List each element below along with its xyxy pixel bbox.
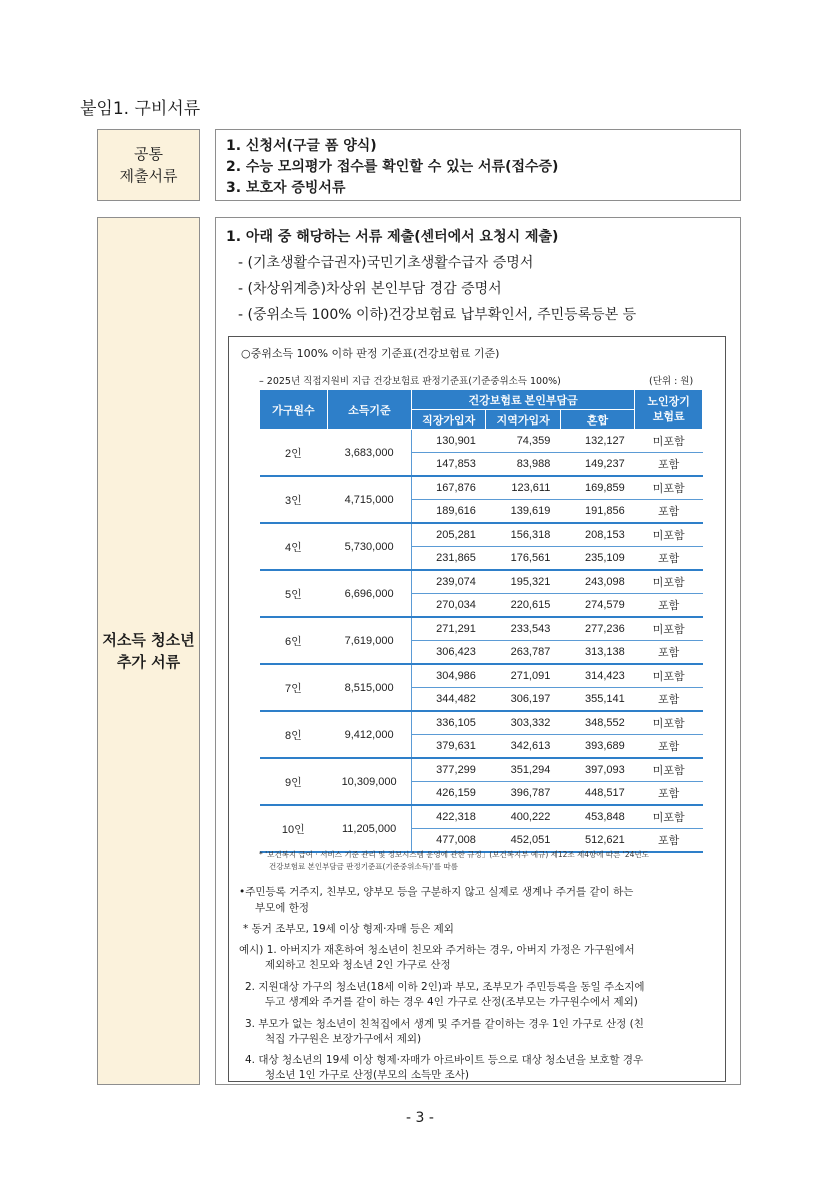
low-income-label-line2: 추가 서류: [116, 653, 181, 671]
employee-premium-cell: 379,631: [412, 735, 486, 759]
mixed-premium-cell: 355,141: [560, 688, 634, 712]
ltc-status-cell: 미포함: [635, 805, 703, 829]
employee-premium-cell: 130,901: [412, 430, 486, 453]
household-size-cell: 9인: [260, 758, 328, 805]
employee-premium-cell: 231,865: [412, 547, 486, 571]
employee-premium-cell: 271,291: [412, 617, 486, 641]
ltc-status-cell: 포함: [635, 594, 703, 618]
employee-premium-cell: 147,853: [412, 453, 486, 477]
example-4-line1: 4. 대상 청소년의 19세 이상 형제·자매가 아르바이트 등으로 대상 청소년을 보호할 경우: [245, 1054, 644, 1066]
low-income-label-line1: 저소득 청소년: [102, 631, 195, 649]
household-size-cell: 2인: [260, 430, 328, 477]
employee-premium-cell: 477,008: [412, 829, 486, 853]
note-household-line2: 부모에 한정: [255, 902, 310, 914]
criteria-heading: ○중위소득 100% 이하 판정 기준표(건강보험료 기준): [241, 347, 500, 360]
example-1-line2: 제외하고 친모와 청소년 2인 가구로 산정: [265, 959, 451, 971]
common-docs-content: [215, 129, 741, 201]
mixed-premium-cell: 169,859: [560, 476, 634, 500]
income-standard-cell: 10,309,000: [327, 758, 411, 805]
employee-premium-cell: 422,318: [412, 805, 486, 829]
ltc-status-cell: 미포함: [635, 711, 703, 735]
table-row: [260, 523, 703, 547]
common-doc-item: 1. 신청서(구글 폼 양식): [226, 138, 377, 154]
low-income-docs-label: [97, 217, 200, 1085]
regional-premium-cell: 123,611: [486, 476, 560, 500]
header-ltc-line2: 보험료: [652, 410, 685, 423]
employee-premium-cell: 167,876: [412, 476, 486, 500]
criteria-unit: (단위 : 원): [649, 376, 694, 387]
mixed-premium-cell: 208,153: [560, 523, 634, 547]
employee-premium-cell: 189,616: [412, 500, 486, 524]
mixed-premium-cell: 453,848: [560, 805, 634, 829]
common-docs-label-line1: 공통: [134, 145, 163, 163]
regional-premium-cell: 74,359: [486, 430, 560, 453]
table-row: [260, 430, 703, 453]
mixed-premium-cell: 243,098: [560, 570, 634, 594]
regional-premium-cell: 400,222: [486, 805, 560, 829]
table-row: [260, 570, 703, 594]
header-insurance: 건강보험료 본인부담금: [412, 390, 635, 410]
table-row: [260, 711, 703, 735]
low-income-doc-bullet: - (차상위계층)차상위 본인부담 경감 증명서: [238, 281, 502, 297]
ltc-status-cell: 미포함: [635, 476, 703, 500]
employee-premium-cell: 304,986: [412, 664, 486, 688]
mixed-premium-cell: 512,621: [560, 829, 634, 853]
page-heading: 붙임1. 구비서류: [80, 99, 201, 119]
mixed-premium-cell: 235,109: [560, 547, 634, 571]
employee-premium-cell: 344,482: [412, 688, 486, 712]
household-size-cell: 3인: [260, 476, 328, 523]
regional-premium-cell: 342,613: [486, 735, 560, 759]
mixed-premium-cell: 277,236: [560, 617, 634, 641]
ltc-status-cell: 포함: [635, 500, 703, 524]
household-size-cell: 7인: [260, 664, 328, 711]
ltc-status-cell: 미포함: [635, 570, 703, 594]
common-docs-label: [97, 129, 200, 201]
example-3-line1: 3. 부모가 없는 청소년이 친척집에서 생계 및 주거를 같이하는 경우 1인 가구로 산정 (친: [245, 1018, 644, 1030]
regional-premium-cell: 83,988: [486, 453, 560, 477]
table-row: [260, 664, 703, 688]
criteria-footnote-line2: 건강보험료 본인부담금 판정기준표(기준중위소득)'를 따름: [269, 862, 458, 871]
example-2-line1: 2. 지원대상 가구의 청소년(18세 이하 2인)과 부모, 조부모가 주민등록을 동일 주소지에: [245, 981, 645, 993]
table-row: [260, 617, 703, 641]
example-2-line2: 두고 생계와 주거를 같이 하는 경우 4인 가구로 산정(조부모는 가구원수에서 제외): [265, 996, 638, 1008]
ltc-status-cell: 미포함: [635, 523, 703, 547]
regional-premium-cell: 220,615: [486, 594, 560, 618]
ltc-status-cell: 포함: [635, 782, 703, 806]
income-standard-cell: 7,619,000: [327, 617, 411, 664]
ltc-status-cell: 포함: [635, 735, 703, 759]
mixed-premium-cell: 314,423: [560, 664, 634, 688]
low-income-docs-title: 1. 아래 중 해당하는 서류 제출(센터에서 요청시 제출): [226, 229, 559, 245]
mixed-premium-cell: 348,552: [560, 711, 634, 735]
regional-premium-cell: 271,091: [486, 664, 560, 688]
regional-premium-cell: 452,051: [486, 829, 560, 853]
header-household: 가구원수: [260, 390, 328, 430]
income-standard-cell: 11,205,000: [327, 805, 411, 852]
mixed-premium-cell: 132,127: [560, 430, 634, 453]
mixed-premium-cell: 397,093: [560, 758, 634, 782]
income-standard-cell: 9,412,000: [327, 711, 411, 758]
employee-premium-cell: 306,423: [412, 641, 486, 665]
household-size-cell: 8인: [260, 711, 328, 758]
employee-premium-cell: 270,034: [412, 594, 486, 618]
table-row: [260, 805, 703, 829]
income-standard-cell: 6,696,000: [327, 570, 411, 617]
mixed-premium-cell: 149,237: [560, 453, 634, 477]
ltc-status-cell: 미포함: [635, 758, 703, 782]
mixed-premium-cell: 313,138: [560, 641, 634, 665]
employee-premium-cell: 239,074: [412, 570, 486, 594]
page-number: - 3 -: [406, 1110, 434, 1126]
table-row: [260, 758, 703, 782]
regional-premium-cell: 263,787: [486, 641, 560, 665]
ltc-status-cell: 포함: [635, 453, 703, 477]
header-ltc-line1: 노인장기: [647, 395, 690, 408]
employee-premium-cell: 205,281: [412, 523, 486, 547]
mixed-premium-cell: 274,579: [560, 594, 634, 618]
ltc-status-cell: 미포함: [635, 430, 703, 453]
header-regional: 지역가입자: [486, 410, 560, 430]
common-doc-item: 3. 보호자 증빙서류: [226, 180, 346, 196]
regional-premium-cell: 306,197: [486, 688, 560, 712]
regional-premium-cell: 176,561: [486, 547, 560, 571]
ltc-status-cell: 포함: [635, 829, 703, 853]
ltc-status-cell: 포함: [635, 688, 703, 712]
note-household-line1: •주민등록 거주지, 친부모, 양부모 등을 구분하지 않고 실제로 생계나 주거를 같이 하는: [239, 886, 634, 898]
note-exclusion: * 동거 조부모, 19세 이상 형제·자매 등은 제외: [243, 923, 454, 935]
header-mixed: 혼합: [560, 410, 634, 430]
table-row: [260, 476, 703, 500]
criteria-table-body: [260, 430, 703, 853]
common-docs-label-line2: 제출서류: [119, 167, 178, 185]
income-standard-cell: 5,730,000: [327, 523, 411, 570]
regional-premium-cell: 303,332: [486, 711, 560, 735]
criteria-caption: – 2025년 직접지원비 지급 건강보험료 판정기준표(기준중위소득 100%): [259, 376, 561, 387]
common-doc-item: 2. 수능 모의평가 접수를 확인할 수 있는 서류(접수증): [226, 159, 559, 175]
household-size-cell: 5인: [260, 570, 328, 617]
ltc-status-cell: 포함: [635, 547, 703, 571]
income-standard-cell: 4,715,000: [327, 476, 411, 523]
household-size-cell: 6인: [260, 617, 328, 664]
household-size-cell: 4인: [260, 523, 328, 570]
ltc-status-cell: 포함: [635, 641, 703, 665]
regional-premium-cell: 139,619: [486, 500, 560, 524]
header-employee: 직장가입자: [412, 410, 486, 430]
example-1-line1: 예시) 1. 아버지가 재혼하여 청소년이 친모와 주거하는 경우, 아버지 가정은 가구원에서: [239, 944, 635, 956]
criteria-panel: [228, 336, 726, 1082]
header-income: 소득기준: [327, 390, 411, 430]
mixed-premium-cell: 448,517: [560, 782, 634, 806]
example-4-line2: 청소년 1인 가구로 산정(부모의 소득만 조사): [265, 1069, 469, 1081]
income-standard-cell: 8,515,000: [327, 664, 411, 711]
employee-premium-cell: 377,299: [412, 758, 486, 782]
criteria-footnote-line1: * '보건복지 급여 · 서비스 기준 관리 및 정보시스템 운영에 관한 규정」(보건복지부 예규) 제12조 제4항에 따른 '24년도: [259, 850, 649, 859]
regional-premium-cell: 156,318: [486, 523, 560, 547]
low-income-docs-content: [215, 217, 741, 1085]
example-3-line2: 척집 가구원은 보장가구에서 제외): [265, 1033, 422, 1045]
ltc-status-cell: 미포함: [635, 617, 703, 641]
household-size-cell: 10인: [260, 805, 328, 852]
ltc-status-cell: 미포함: [635, 664, 703, 688]
regional-premium-cell: 233,543: [486, 617, 560, 641]
employee-premium-cell: 426,159: [412, 782, 486, 806]
criteria-table: [259, 389, 703, 853]
income-standard-cell: 3,683,000: [327, 430, 411, 477]
regional-premium-cell: 396,787: [486, 782, 560, 806]
mixed-premium-cell: 191,856: [560, 500, 634, 524]
regional-premium-cell: 195,321: [486, 570, 560, 594]
low-income-doc-bullet: - (중위소득 100% 이하)건강보험료 납부확인서, 주민등록등본 등: [238, 307, 637, 323]
regional-premium-cell: 351,294: [486, 758, 560, 782]
mixed-premium-cell: 393,689: [560, 735, 634, 759]
low-income-doc-bullet: - (기초생활수급권자)국민기초생활수급자 증명서: [238, 255, 534, 271]
header-ltc: [635, 390, 703, 430]
employee-premium-cell: 336,105: [412, 711, 486, 735]
